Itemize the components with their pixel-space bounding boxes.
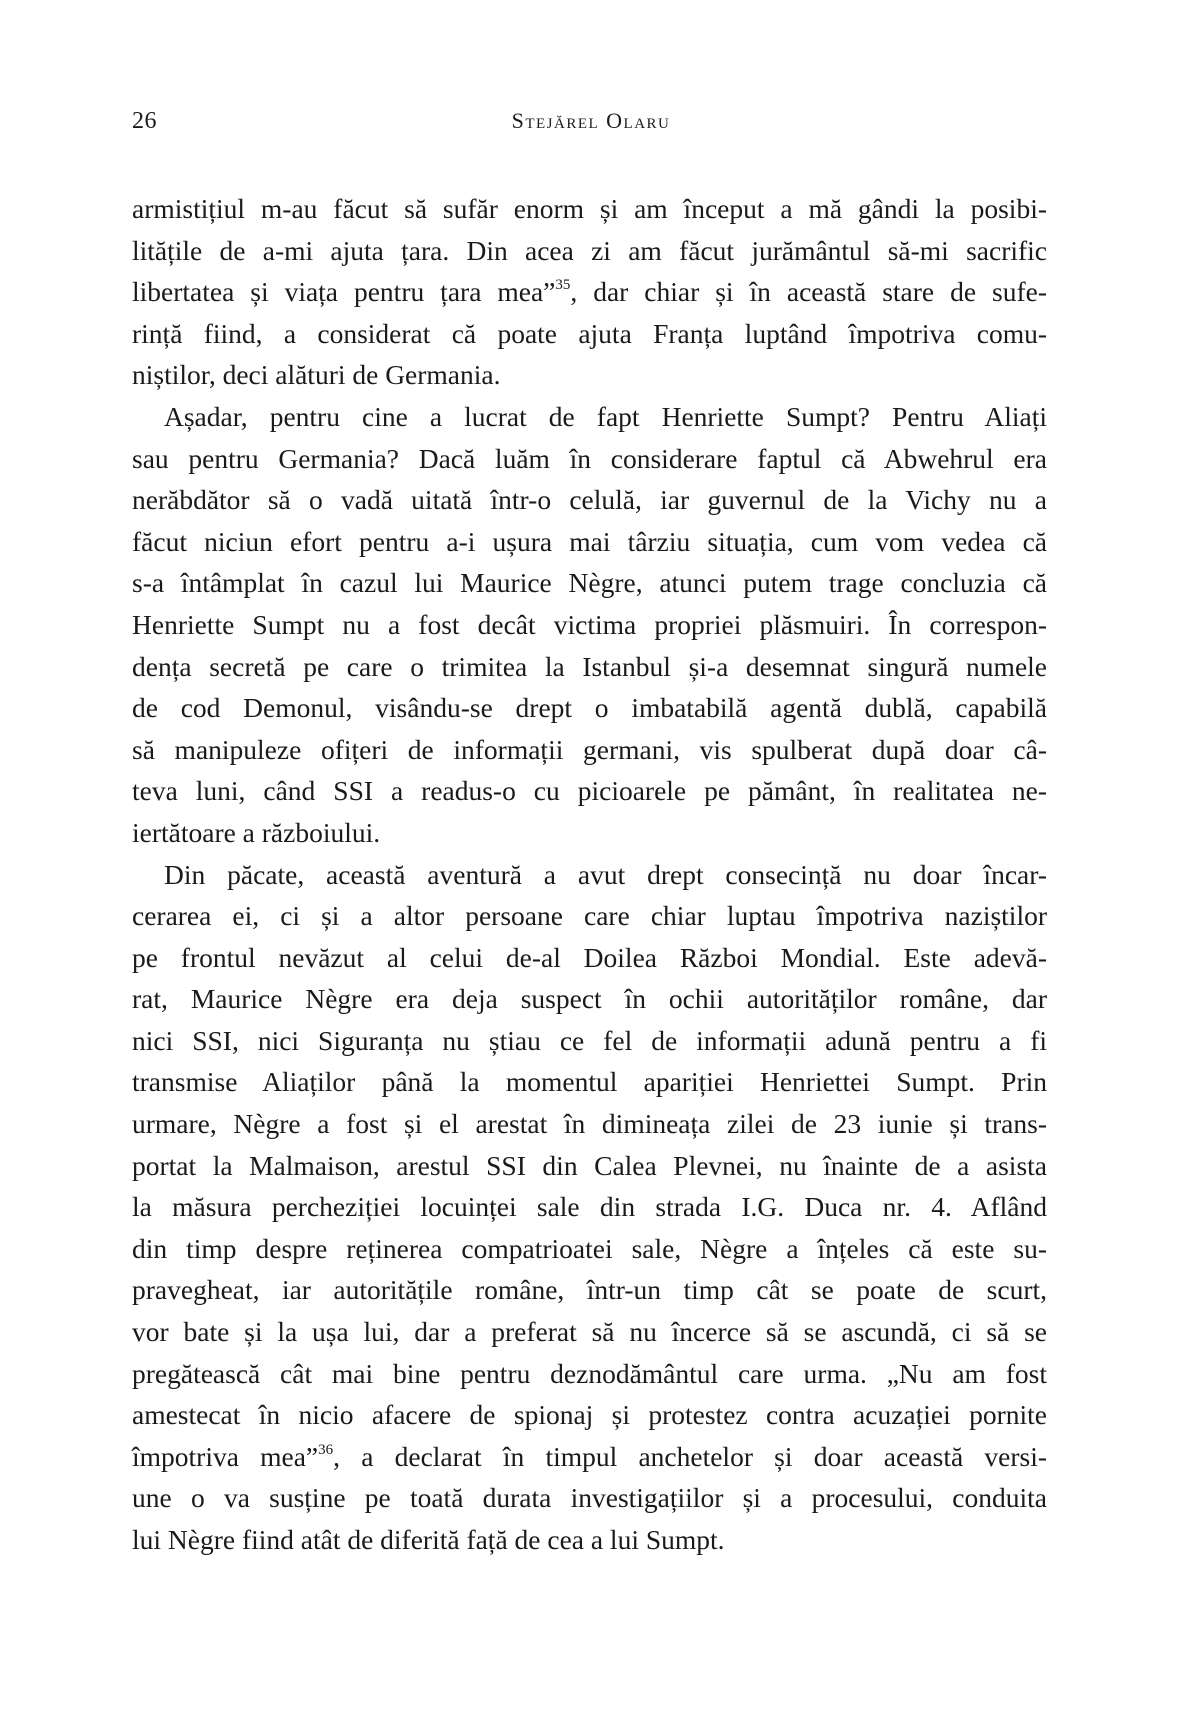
paragraph-2 [132,396,1047,854]
text-line: Așadar, pentru cine a lucrat de fapt Henriette Sumpt? Pentru Aliați [164,400,1047,432]
text-fragment: libertatea și viața pentru țara mea” [132,276,556,308]
text-line: une o va susține pe toată durata investigațiilor și a procesului, conduita [132,1482,1047,1514]
text-line: pravegheat, iar autoritățile române, într-un timp cât se poate de scurt, [132,1274,1047,1306]
text-line: s-a întâmplat în cazul lui Maurice Nègre, atunci putem trage concluzia că [132,567,1047,599]
text-line: lui Nègre fiind atât de diferită față de cea a lui Sumpt. [132,1524,725,1555]
text-line: nerăbdător să o vadă uitată într-o celulă, iar guvernul de la Vichy nu a [132,484,1047,516]
text-fragment: , dar chiar și în această stare de sufe- [570,276,1047,308]
body-text [132,188,1047,1561]
paragraph-3 [132,854,1047,1561]
text-line: din timp despre reținerea compatrioatei sale, Nègre a înțeles că este su- [132,1232,1047,1264]
text-line: portat la Malmaison, arestul SSI din Calea Plevnei, nu înainte de a asista [132,1149,1047,1181]
text-line: rință fiind, a considerat că poate ajuta Franța luptând împotriva comu- [132,317,1047,349]
text-line: vor bate și la ușa lui, dar a preferat să nu încerce să se ascundă, ci să se [132,1316,1047,1348]
text-line: dența secretă pe care o trimitea la Istanbul și-a desemnat singură numele [132,650,1047,682]
page-number: 26 [132,108,157,134]
text-line: de cod Demonul, visându-se drept o imbatabilă agentă dublă, capabilă [132,692,1047,724]
text-line: la măsura percheziției locuinței sale din strada I.G. Duca nr. 4. Aflând [132,1191,1047,1223]
text-line: pe frontul nevăzut al celui de-al Doilea Război Mondial. Este adevă- [132,941,1047,973]
footnote-ref-35: 35 [555,277,571,294]
text-line: să manipuleze ofițeri de informații germani, vis spulberat după doar câ- [132,733,1047,765]
text-line: urmare, Nègre a fost și el arestat în dimineața zilei de 23 iunie și trans- [132,1108,1047,1140]
text-line: litățile de a-mi ajuta țara. Din acea zi am făcut jurământul să-mi sacrific [132,234,1047,266]
text-fragment: , a declarat în timpul anchetelor și doar această versi- [333,1440,1047,1472]
text-line: armistițiul m-au făcut să sufăr enorm și am început a mă gândi la posibi- [132,193,1047,224]
text-line: nici SSI, nici Siguranța nu știau ce fel de informații adună pentru a fi [132,1024,1047,1056]
text-line: teva luni, când SSI a readus-o cu picioarele pe pământ, în realitatea ne- [132,775,1047,807]
text-line: cerarea ei, ci și a altor persoane care chiar luptau împotriva naziștilor [132,900,1047,932]
footnote-ref-36: 36 [318,1441,334,1458]
paragraph-1 [132,188,1047,396]
page-header [132,108,1050,138]
text-line: pregătească cât mai bine pentru deznodământul care urma. „Nu am fost [132,1357,1047,1389]
text-line: Henriette Sumpt nu a fost decât victima propriei plăsmuiri. În correspon- [132,608,1047,640]
text-line [132,271,1047,313]
text-line: Din păcate, această aventură a avut drept consecință nu doar încar- [164,858,1047,890]
text-fragment: împotriva mea” [132,1440,319,1472]
text-line: amestecat în nicio afacere de spionaj și protestez contra acuzației pornite [132,1399,1047,1431]
text-line: rat, Maurice Nègre era deja suspect în ochii autorităților române, dar [132,983,1047,1015]
text-line: iertătoare a războiului. [132,816,381,848]
running-head-author: Stejărel Olaru [511,108,671,133]
text-line [132,1436,1047,1478]
text-line: făcut niciun efort pentru a-i ușura mai târziu situația, cum vom vedea că [132,525,1047,557]
text-line: transmise Aliaților până la momentul apariției Henriettei Sumpt. Prin [132,1066,1047,1098]
text-line: sau pentru Germania? Dacă luăm în considerare faptul că Abwehrul era [132,442,1047,474]
text-line: niștilor, deci alături de Germania. [132,359,501,391]
